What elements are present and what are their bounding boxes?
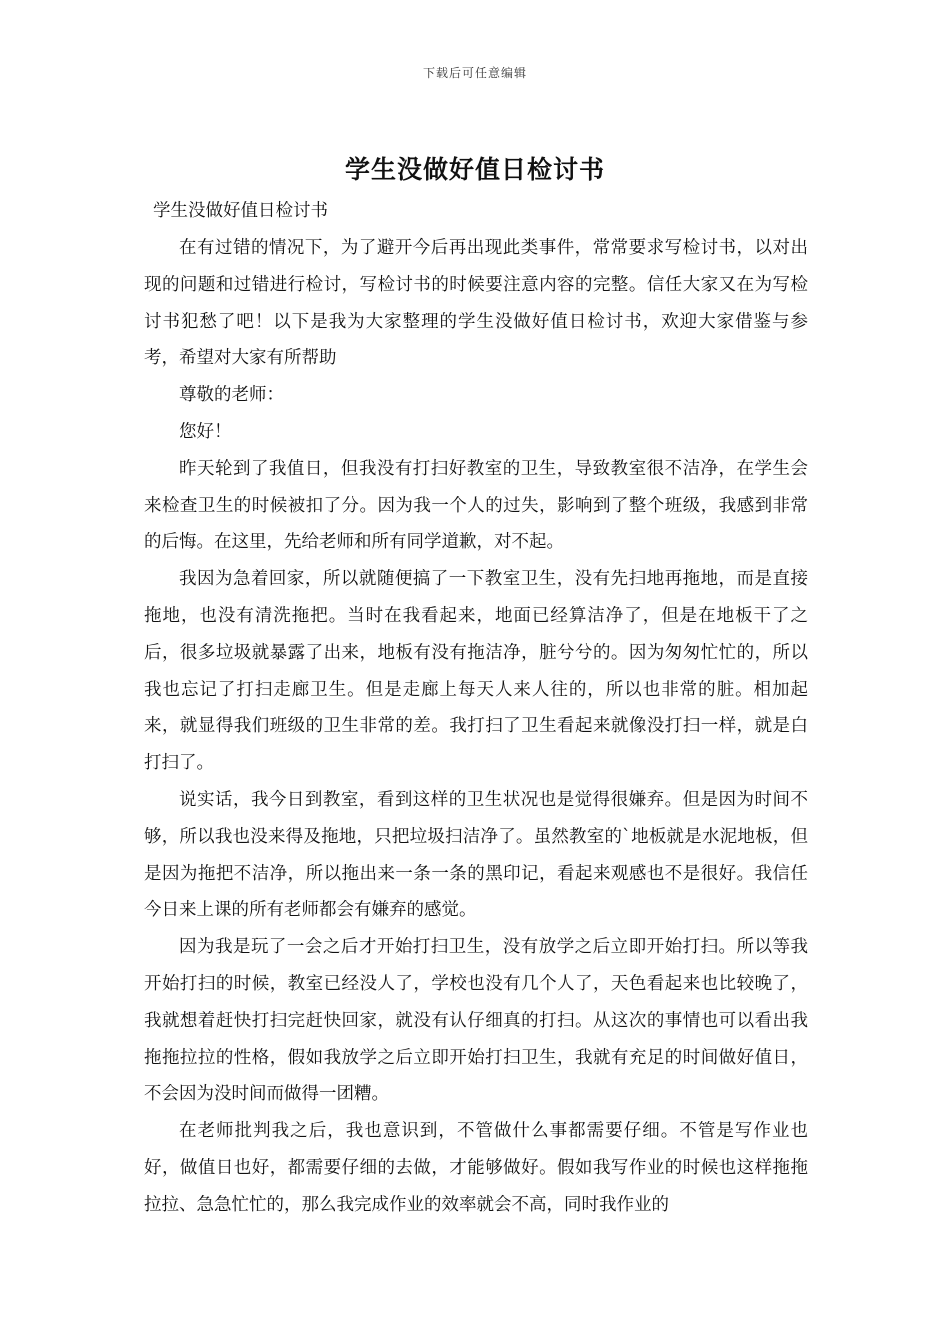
paragraph-intro: 在有过错的情况下，为了避开今后再出现此类事件，常常要求写检讨书，以对出现的问题和过错进行检讨，写检讨书的时候要注意内容的完整。信任大家又在为写检讨书犯愁了吧！以下是我为大家整理的学生没做好值日检讨书，欢迎大家借鉴与参考，希望对大家有所帮助 bbox=[144, 238, 808, 369]
document-body bbox=[144, 230, 808, 1224]
paragraph-body: 因为我是玩了一会之后才开始打扫卫生，没有放学之后立即开始打扫。所以等我开始打扫的时候，教室已经没人了，学校也没有几个人了，天色看起来也比较晚了，我就想着赶快打扫完赶快回家，就没有认仔细真的打扫。从这次的事情也可以看出我拖拖拉拉的性格，假如我放学之后立即开始打扫卫生，我就有充足的时间做好值日，不会因为没时间而做得一团糟。 bbox=[144, 937, 808, 1105]
paragraph-salutation: 尊敬的老师： bbox=[179, 385, 284, 406]
document-title: 学生没做好值日检讨书 bbox=[344, 155, 605, 184]
paragraph-body: 说实话，我今日到教室，看到这样的卫生状况也是觉得很嫌弃。但是因为时间不够，所以我也没来得及拖地，只把垃圾扫洁净了。虽然教室的`地板就是水泥地板，但是因为拖把不洁净，所以拖出来一条一条的黑印记，看起来观感也不是很好。我信任今日来上课的所有老师都会有嫌弃的感觉。 bbox=[144, 789, 808, 921]
paragraph-body: 昨天轮到了我值日，但我没有打扫好教室的卫生，导致教室很不洁净，在学生会来检查卫生的时候被扣了分。因为我一个人的过失，影响到了整个班级，我感到非常的后悔。在这里，先给老师和所有同学道歉，对不起。 bbox=[144, 458, 808, 553]
document-subtitle: 学生没做好值日检讨书 bbox=[153, 201, 328, 221]
paragraph-body: 我因为急着回家，所以就随便搞了一下教室卫生，没有先扫地再拖地，而是直接拖地，也没有清洗拖把。当时在我看起来，地面已经算洁净了，但是在地板干了之后，很多垃圾就暴露了出来，地板有没有拖洁净，脏兮兮的。因为匆匆忙忙的，所以我也忘记了打扫走廊卫生。但是走廊上每天人来人往的，所以也非常的脏。相加起来，就显得我们班级的卫生非常的差。我打扫了卫生看起来就像没打扫一样，就是白打扫了。 bbox=[144, 569, 808, 774]
paragraph-body: 在老师批判我之后，我也意识到，不管做什么事都需要仔细。不管是写作业也好，做值日也好，都需要仔细的去做，才能够做好。假如我写作业的时候也这样拖拖拉拉、急急忙忙的，那么我完成作业的效率就会不高，同时我作业的 bbox=[144, 1121, 808, 1215]
paragraph-greeting: 您好！ bbox=[179, 421, 232, 442]
header-note: 下载后可任意编辑 bbox=[422, 66, 527, 80]
